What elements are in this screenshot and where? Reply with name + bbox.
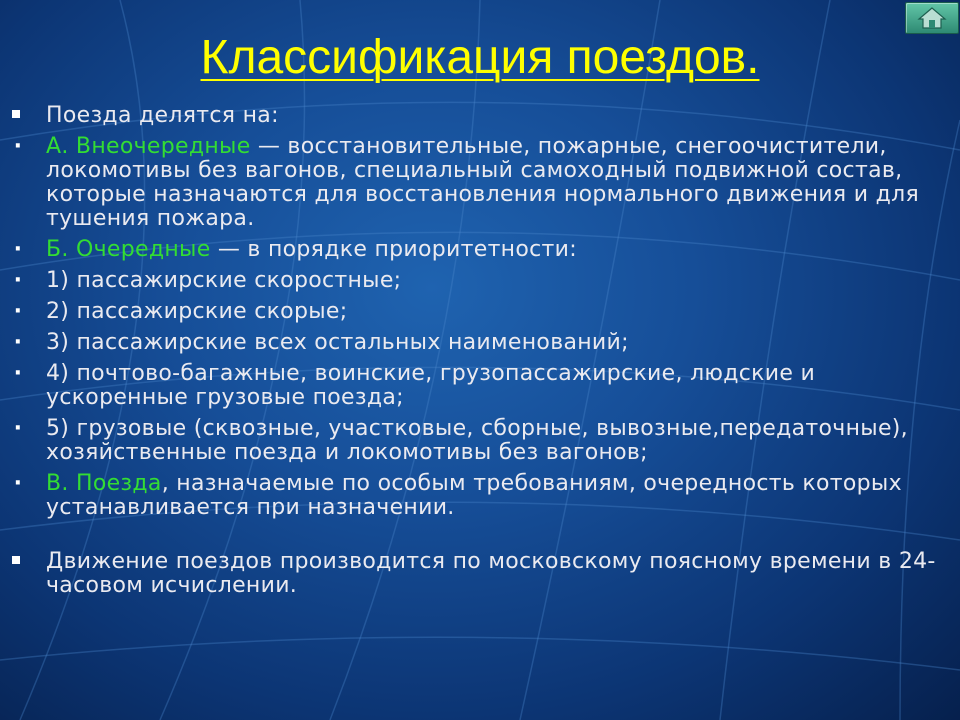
dot-bullet: · bbox=[13, 471, 23, 496]
list-item bbox=[8, 135, 948, 231]
dot-bullet: · bbox=[13, 134, 23, 159]
slide-content bbox=[8, 104, 948, 605]
dot-bullet: · bbox=[13, 361, 23, 386]
item-text: Поезда делятся на: bbox=[46, 103, 279, 128]
list-item bbox=[8, 362, 948, 410]
dot-bullet: · bbox=[13, 268, 23, 293]
list-item bbox=[8, 269, 948, 293]
list-item bbox=[8, 104, 948, 128]
list-item bbox=[8, 417, 948, 465]
list-item bbox=[8, 550, 948, 598]
item-lead: В. Поезда bbox=[46, 471, 162, 496]
dot-bullet: · bbox=[13, 330, 23, 355]
list-item bbox=[8, 472, 948, 520]
dot-bullet: · bbox=[13, 299, 23, 324]
item-lead: Б. Очередные bbox=[46, 237, 211, 262]
item-text: Движение поездов производится по московскому поясному времени в 24-часовом исчислении. bbox=[46, 549, 936, 598]
square-bullet-icon bbox=[12, 110, 20, 118]
list-item bbox=[8, 300, 948, 324]
list-item bbox=[8, 331, 948, 355]
item-text: — в порядке приоритетности: bbox=[210, 237, 577, 262]
item-text: 2) пассажирские скорые; bbox=[46, 299, 348, 324]
slide-title: Классификация поездов. bbox=[200, 31, 760, 84]
dot-bullet: · bbox=[13, 416, 23, 441]
item-text: 4) почтово-багажные, воинские, грузопассажирские, людские и ускоренные грузовые поезда; bbox=[46, 361, 816, 410]
square-bullet-icon bbox=[12, 556, 20, 564]
item-text: 1) пассажирские скоростные; bbox=[46, 268, 402, 293]
house-icon bbox=[917, 6, 947, 30]
item-text: 3) пассажирские всех остальных наименований; bbox=[46, 330, 629, 355]
dot-bullet: · bbox=[13, 237, 23, 262]
item-text: — восстановительные, пожарные, снегоочистители, локомотивы без вагонов, специальный самоходный подвижной состав, которые назначаются для восстановления нормального движения и для тушения пожара. bbox=[46, 134, 919, 231]
item-lead: А. Внеочередные bbox=[46, 134, 251, 159]
list-item bbox=[8, 238, 948, 262]
item-text: 5) грузовые (сквозные, участковые, сборные, вывозные,передаточные), хозяйственные поезда и локомотивы без вагонов; bbox=[46, 416, 908, 465]
item-text: , назначаемые по особым требованиям, очередность которых устанавливается при назначении. bbox=[46, 471, 902, 520]
